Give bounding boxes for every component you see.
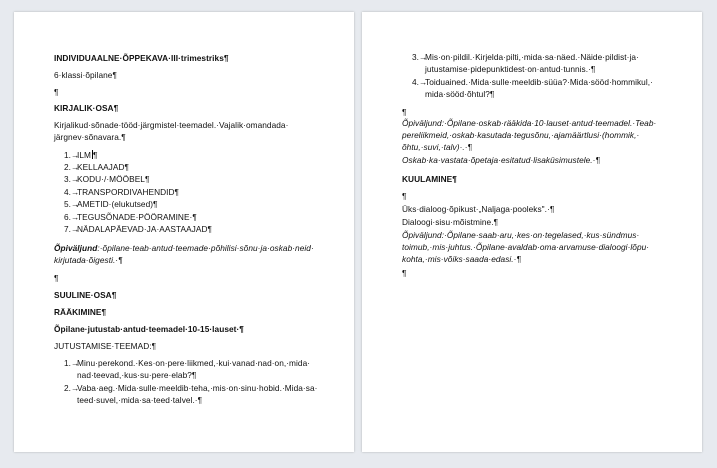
outcome-text: :·õpilane·teab·antud·teemade·põhilisi·sõnu·ja·oskab·neid· [97,243,314,253]
list-item[interactable] [64,358,310,368]
list-item[interactable] [64,212,197,222]
listening-description-line[interactable]: Dialoogi·sisu·mõistmine.¶ [402,217,499,227]
empty-paragraph[interactable]: ¶ [402,107,407,117]
list-number: 4.→ [412,77,428,87]
outcome-line[interactable]: Oskab·ka·vastata·õpetaja·esitatud·lisaküsimustele.·¶ [402,155,600,165]
paragraph-mark: ¶ [92,150,98,160]
list-item[interactable] [64,224,212,234]
listening-outcome-line[interactable]: Õpiväljund:·Õpilane·saab·aru,·kes·on·tegelased,·kus·sündmus· [402,230,640,240]
list-item[interactable] [64,199,158,209]
list-text: Toiduained.·Mida·sulle·meeldib·süüa?·Mida·sööd·hommikul,· [425,77,653,87]
list-item[interactable] [64,383,317,393]
list-text: KELLAAJAD¶ [77,162,129,172]
list-text: NÄDALAPÄEVAD·JA·AASTAAJAD¶ [77,224,213,234]
empty-paragraph[interactable]: ¶ [402,191,407,201]
section-heading-oral[interactable]: SUULINE·OSA¶ [54,290,117,300]
list-text: AMETID·(elukutsed)¶ [77,199,158,209]
outcome-line[interactable]: kirjutada·õigesti.·¶ [54,255,123,265]
outcome-line[interactable] [54,243,314,253]
outcome-line[interactable]: pereliikmeid,·oskab·kasutada·tegusõnu,·ajamäärtlusi·(hommik,· [402,130,640,140]
list-item-continuation[interactable]: jutustamise·pidepunktidest·on·antud·tunnis.·¶ [425,64,596,74]
written-description-line[interactable]: järgnev·sõnavara.¶ [54,132,126,142]
speaking-topics-label[interactable]: JUTUSTAMISE·TEEMAD:¶ [54,341,157,351]
empty-paragraph[interactable]: ¶ [54,87,59,97]
list-item-continuation[interactable]: mida·sööd·õhtul?¶ [425,89,495,99]
list-item[interactable] [64,150,98,160]
outcome-line[interactable]: õhtu,·suvi,·talv)·.·¶ [402,142,473,152]
listening-description-line[interactable]: Üks·dialoog·õpikust·„Naljaga·pooleks".·¶ [402,204,555,214]
list-text: ILM [77,150,91,160]
list-text: TEGUSÕNADE·PÖÖRAMINE·¶ [77,212,197,222]
list-number: 5.→ [64,199,80,209]
list-text: Vaba·aeg.·Mida·sulle·meeldib·teha,·mis·on·sinu·hobid.·Mida·sa· [77,383,318,393]
list-number: 3.→ [64,174,80,184]
section-heading-listening[interactable]: KUULAMINE¶ [402,174,457,184]
list-number: 4.→ [64,187,80,197]
list-item[interactable] [64,174,149,184]
empty-paragraph[interactable]: ¶ [402,268,407,278]
list-item-continuation[interactable]: nad·teevad,·kus·su·pere·elab?¶ [77,370,197,380]
list-text: Minu·perekond.·Kes·on·pere·liikmed,·kui·vanad·nad·on,·mida· [77,358,311,368]
list-number: 2.→ [64,162,80,172]
list-number: 3.→ [412,52,428,62]
list-number: 1.→ [64,150,80,160]
list-number: 6.→ [64,212,80,222]
list-item[interactable] [64,187,179,197]
list-number: 2.→ [64,383,80,393]
list-text: TRANSPORDIVAHENDID¶ [77,187,180,197]
document-title[interactable]: INDIVIDUAALNE·ÕPPEKAVA·III·trimestriks¶ [54,53,229,63]
section-heading-speaking[interactable]: RÄÄKIMINE¶ [54,307,107,317]
list-item-continuation[interactable]: teed·suvel,·mida·sa·teed·talvel.·¶ [77,395,203,405]
document-page-1[interactable] [14,12,354,452]
empty-paragraph[interactable]: ¶ [54,273,59,283]
list-text: KODU·/·MÖÖBEL¶ [77,174,150,184]
document-subtitle[interactable]: 6·klassi·õpilane¶ [54,70,117,80]
speaking-description[interactable]: Õpilane·jutustab·antud·teemadel·10-15·lauset·¶ [54,324,244,334]
written-description-line[interactable]: Kirjalikud·sõnade·tööd·järgmistel·teemadel.·Vajalik·omandada· [54,120,289,130]
list-item[interactable] [64,162,129,172]
listening-outcome-line[interactable]: kohta,·mis·võiks·saada·edasi.·¶ [402,254,521,264]
document-page-2[interactable] [362,12,702,452]
outcome-label: Õpiväljund [54,243,98,253]
listening-outcome-line[interactable]: toimub,·mis·juhtus.·Õpilane·avaldab·oma·arvamuse·dialoogi·lõpu· [402,242,650,252]
list-item[interactable] [412,77,653,87]
outcome-line[interactable]: Õpiväljund:·Õpilane·oskab·rääkida·10·lauset·antud·teemadel.·Teab· [402,118,657,128]
section-heading-written[interactable]: KIRJALIK·OSA¶ [54,103,119,113]
list-number: 7.→ [64,224,80,234]
list-item[interactable] [412,52,639,62]
list-number: 1.→ [64,358,80,368]
list-text: Mis·on·pildil.·Kirjelda·pilti,·mida·sa·näed.·Näide·pildist·ja· [425,52,639,62]
